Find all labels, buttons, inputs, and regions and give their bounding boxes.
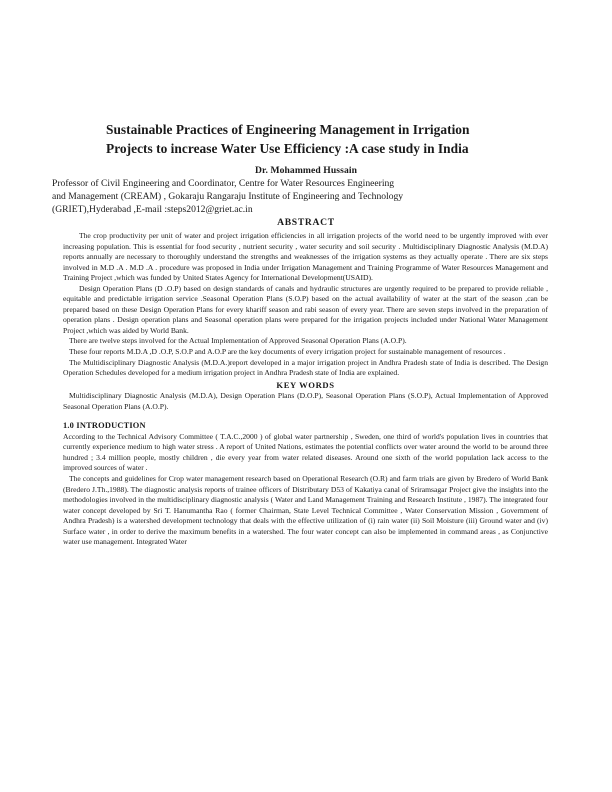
author-affiliation — [52, 177, 548, 217]
title-line-1: Sustainable Practices of Engineering Management in Irrigation — [106, 122, 470, 137]
introduction-paragraph-1: According to the Technical Advisory Committee ( T.A.C.,2000 ) of global water partnership , Sweden, one third of world's population lives in countries that currently experience medium to high water stress . A report of United Nations, estimates the potential conflicts over water around the world to be around three hundred ; 3.4 million people, mostly children , die every year from water related diseases. Around one sixth of the world population lack access to the improved sources of water . — [63, 431, 548, 473]
author-name: Dr. Mohammed Hussain — [254, 165, 358, 176]
page-title — [106, 121, 510, 158]
abstract-paragraph-2: Design Operation Plans (D .O.P) based on design standards of canals and hydraulic structures are urgently required to be prepared to provide reliable , equitable and predictable irrigation service .Seasonal Operation Plans (S.O.P) based on the actual availability of water at the start of the season ,can be prepared based on these Design Operation Plans for every khariff season and rabi season of every year. There are seven steps involved in the preparation of operation plans . Design operation plans and Seasonal operation plans were prepared for the irrigation projects included under National Water Management Project ,which was aided by World Bank. — [63, 283, 548, 335]
introduction-paragraph-2: The concepts and guidelines for Crop water management research based on Operational Research (O.R) and farm trials are given by Bredero of World Bank (Bredero J.Th.,1988). The diagnostic analysis reports of trainee officers of Distributary D53 of Kakatiya canal of Sriramsagar Project give the insights into the methodologies involved in the multidisciplinary diagnostic analysis ( Water and Land Management Training and Research Institute , 1987). The integrated four water concept developed by Sri T. Hanumantha Rao ( former Chairman, State Level Technical Committee , Water Conservation Mission , Government of Andhra Pradesh) is a watershed development technology that deals with the effective utilization of (i) rain water (ii) Soil Moisture (iii) Ground water and (iv) Surface water , in order to derive the maximum benefits in a watershed. The four water concept can also be implemented in command areas , as Conjunctive water use management. Integrated Water — [63, 474, 548, 547]
abstract-paragraph-4: These four reports M.D.A ,D .O.P, S.O.P and A.O.P are the key documents of every irrigation project for sustainable management of resources . — [69, 347, 506, 357]
introduction-heading: 1.0 INTRODUCTION — [63, 421, 146, 431]
keywords-text: Multidisciplinary Diagnostic Analysis (M.D.A), Design Operation Plans (D.O.P), Seasonal Operation Plans (S.O.P), Actual Implementation of Approved Seasonal Operation Plans (A.O.P). — [63, 391, 548, 411]
abstract-paragraph-3: There are twelve steps involved for the Actual Implementation of Approved Seasonal Operation Plans (A.O.P). — [69, 336, 407, 346]
abstract-paragraph-1: The crop productivity per unit of water and project irrigation efficiencies in all irrigation projects of the world need to be urgently improved with ever increasing population. This is essential for food security , nutrient security , water security and soil security . Multidisciplinary Diagnostic Analysis (M.D.A) reports annually are necessary to thoroughly understand the strengths and weaknesses of the irrigation systems as they actually operate . There are six steps involved in M.D .A . M.D .A . procedure was proposed in India under Irrigation Management and Training Programme of Water Resources Management and Training Project ,which was funded by United States Agency for International Development(USAID). — [63, 231, 548, 283]
keywords-heading: KEY WORDS — [276, 379, 335, 390]
affiliation-line-2: and Management (CREAM) , Gokaraju Rangaraju Institute of Engineering and Technology — [52, 191, 404, 203]
document-body — [63, 231, 548, 548]
title-line-2: Projects to increase Water Use Efficiency :A case study in India — [106, 140, 469, 156]
abstract-paragraph-5: The Multidisciplinary Diagnostic Analysis (M.D.A.)report developed in a major irrigation project in Andhra Pradesh state of India is described. The Design Operation Schedules developed for a medium irrigation project in Andhra Pradesh state of India are explained. — [63, 357, 548, 378]
affiliation-line-1: Professor of Civil Engineering and Coordinator, Centre for Water Resources Engineering — [52, 178, 395, 189]
abstract-heading: ABSTRACT — [277, 217, 335, 228]
affiliation-line-3: (GRIET),Hyderabad ,E-mail :steps2012@griet.ac.in — [52, 204, 253, 216]
